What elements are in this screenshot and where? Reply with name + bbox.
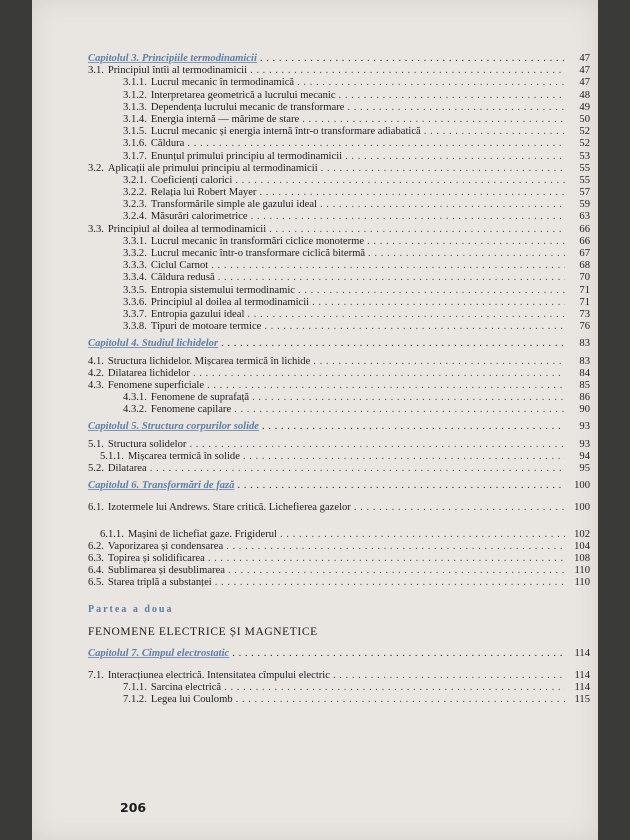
dot-leader: [221, 338, 565, 350]
page-number-footer: 206: [120, 800, 147, 815]
toc-entry: [88, 309, 590, 321]
toc-page-number: 93: [579, 421, 590, 433]
toc-entry: [88, 529, 590, 541]
dot-leader: [252, 392, 565, 404]
toc-page-number: 63: [579, 211, 590, 223]
toc-section-number: 3.1.2.: [123, 89, 147, 101]
toc-section-number: 3.2.4.: [123, 211, 147, 223]
dot-leader: [259, 187, 565, 199]
toc-part-label: [88, 604, 590, 616]
toc-entry-title: Principiul al doilea al termodinamicii: [107, 223, 267, 235]
toc-entry: [88, 138, 590, 150]
toc-page-number: 48: [579, 89, 590, 101]
toc-entry: [88, 248, 590, 260]
toc-entry-title: Ciclul Carnot: [150, 260, 209, 272]
toc-entry: [88, 502, 590, 514]
toc-section-number: 5.1.1.: [100, 450, 124, 462]
dot-leader: [235, 175, 565, 187]
toc-entry: [88, 439, 590, 451]
toc-entry: [88, 682, 590, 694]
toc-page-number: 66: [579, 223, 590, 235]
dot-leader: [207, 380, 565, 392]
toc-section-number: 3.2.2.: [123, 187, 147, 199]
dot-leader: [228, 565, 565, 577]
toc-entry-title: Tipuri de motoare termice: [150, 321, 262, 333]
dot-leader: [313, 356, 565, 368]
toc-section-number: 7.1.2.: [123, 694, 147, 706]
toc-page-number: 84: [579, 367, 590, 379]
dot-leader: [236, 694, 565, 706]
toc-page-number: 94: [579, 450, 590, 462]
dot-leader: [297, 77, 565, 89]
toc-entry-title: Aplicații ale primului principiu al termodinamicii: [107, 162, 318, 174]
toc-page-number: 47: [579, 53, 590, 64]
toc-entry: [88, 368, 590, 380]
toc-entry: [88, 694, 590, 706]
dot-leader: [333, 670, 565, 682]
dot-leader: [368, 248, 565, 260]
dot-leader: [302, 114, 565, 126]
toc-entry: [88, 565, 590, 577]
toc-page-number: 70: [579, 272, 590, 284]
toc-page-number: 52: [579, 126, 590, 138]
dot-leader: [234, 404, 565, 416]
toc-section-number: 5.1.: [88, 438, 104, 450]
dot-leader: [211, 260, 565, 272]
toc-section-number: 7.1.1.: [123, 682, 147, 694]
toc-chapter-7: [88, 648, 590, 660]
toc-page-number: 86: [579, 392, 590, 404]
toc-page-number: 95: [579, 463, 590, 474]
toc-section-number: 3.2.3.: [123, 199, 147, 211]
toc-entry-title: Dilatarea lichidelor: [107, 367, 190, 379]
toc-entry-title: Lucrul mecanic într-o transformare ciclică bitermă: [150, 248, 366, 259]
toc-page-number: 50: [579, 113, 590, 125]
toc-entry-title: Capitolul 5. Structura corpurilor solide: [88, 421, 260, 433]
toc-section-number: 3.1.5.: [123, 126, 147, 138]
toc-section-number: 4.2.: [88, 367, 104, 379]
toc-section-number: 3.3.8.: [123, 321, 147, 333]
toc-chapter-5: [88, 421, 590, 433]
toc-entry-title: Fenomene capilare: [150, 404, 232, 416]
toc-entry: [88, 321, 590, 333]
toc-entry-title: Capitolul 7. Cîmpul electrostatic: [88, 647, 230, 659]
toc-entry-title: Lucrul mecanic în termodinamică: [150, 77, 295, 89]
toc-entry: [88, 541, 590, 553]
toc-section-number: 3.1.3.: [123, 101, 147, 113]
toc-section-number: 6.5.: [88, 577, 104, 589]
toc-entry: [88, 187, 590, 199]
toc-section-number: 3.3.1.: [123, 235, 147, 247]
toc-entry: [88, 163, 590, 175]
dot-leader: [367, 236, 565, 248]
toc-page-number: 47: [579, 77, 590, 89]
toc-section-number: 6.1.: [88, 502, 104, 514]
toc-page-number: 93: [579, 438, 590, 450]
dot-leader: [243, 451, 565, 463]
dot-leader: [247, 309, 565, 321]
toc-section-number: 4.1.: [88, 355, 104, 367]
toc-page-number: 115: [574, 694, 590, 706]
dot-leader: [224, 682, 565, 694]
toc-entry: [88, 392, 590, 404]
toc-entry-title: Capitolul 3. Principiile termodinamicii: [88, 53, 257, 64]
dot-leader: [250, 65, 565, 77]
toc-page-number: 73: [579, 308, 590, 320]
dot-leader: [193, 368, 565, 380]
toc-section-number: 4.3.1.: [123, 392, 147, 404]
toc-entry: [88, 577, 590, 589]
toc-page-number: 100: [574, 502, 590, 514]
toc-entry: [88, 175, 590, 187]
toc-entry-title: Legea lui Coulomb: [150, 694, 233, 706]
toc-entry: [88, 65, 590, 77]
toc-entry-title: Principiul întîi al termodinamicii: [107, 65, 248, 77]
toc-page-number: 66: [579, 235, 590, 247]
toc-entry-title: Lucrul mecanic în transformări ciclice monoterme: [150, 235, 365, 247]
toc-entry-title: Topirea și solidificarea: [107, 552, 205, 564]
dot-leader: [345, 151, 565, 163]
dot-leader: [218, 272, 565, 284]
toc-page-number: 85: [579, 379, 590, 391]
toc-section-number: 3.3.2.: [123, 248, 147, 259]
toc-entry-title: Vaporizarea și condensarea: [107, 540, 224, 552]
toc-entry-title: Sublimarea și desublimarea: [107, 565, 225, 577]
toc-entry-title: Interpretarea geometrică a lucrului mecanic: [150, 89, 336, 101]
dot-leader: [347, 102, 565, 114]
toc-section-number: 3.3.3.: [123, 260, 147, 272]
toc-page-number: 100: [574, 480, 590, 492]
toc-entry-title: Relația lui Robert Mayer: [150, 187, 257, 199]
toc-page-number: 59: [579, 199, 590, 211]
toc-section-number: 5.2.: [88, 463, 104, 474]
dot-leader: [215, 577, 565, 589]
toc-chapter-6: [88, 480, 590, 492]
toc-page-number: 53: [579, 150, 590, 162]
toc-page-number: 67: [579, 248, 590, 259]
toc-entry-title: Energia internă — mărime de stare: [150, 113, 300, 125]
toc-section-number: 7.1.: [88, 670, 104, 682]
toc-section-number: 3.2.1.: [123, 174, 147, 186]
book-page: [32, 0, 598, 840]
toc-entry-title: Mașini de lichefiat gaze. Frigiderul: [127, 528, 277, 540]
toc-entry-title: Dependența lucrului mecanic de transformare: [150, 101, 345, 113]
toc-entry: [88, 272, 590, 284]
toc-chapter-3: [88, 53, 590, 65]
toc-section-number: 3.2.: [88, 162, 104, 174]
toc-page-number: 52: [579, 138, 590, 150]
toc-entry: [88, 356, 590, 368]
dot-leader: [354, 502, 565, 514]
toc-page-number: 68: [579, 260, 590, 272]
toc-entry-title: Interacțiunea electrică. Intensitatea cîmpului electric: [107, 670, 330, 682]
toc-section-number: 3.3.4.: [123, 272, 147, 284]
dot-leader: [226, 541, 565, 553]
toc-page-number: 55: [579, 174, 590, 186]
toc-part-heading: [88, 626, 590, 638]
toc-entry-title: Izotermele lui Andrews. Stare critică. Lichefierea gazelor: [107, 502, 351, 514]
toc-section-number: 3.3.5.: [123, 284, 147, 296]
toc-page-number: 71: [579, 296, 590, 308]
toc-entry-title: Fenomene de suprafață: [150, 392, 250, 404]
toc-entry-title: Capitolul 4. Studiul lichidelor: [88, 338, 219, 350]
toc-entry-title: Căldura redusă: [150, 272, 215, 284]
toc-page-number: 76: [579, 321, 590, 333]
toc-entry: [88, 260, 590, 272]
toc-page-number: 104: [574, 540, 590, 552]
toc-page-number: 102: [574, 528, 590, 540]
toc-entry-title: Măsurări calorimetrice: [150, 211, 248, 223]
dot-leader: [187, 138, 565, 150]
toc-page-number: 57: [579, 187, 590, 199]
toc-section-number: 6.2.: [88, 540, 104, 552]
toc-entry: [88, 404, 590, 416]
toc-entry-title: Sarcina electrică: [150, 682, 222, 694]
toc-section-number: 6.4.: [88, 565, 104, 577]
toc-entry: [88, 380, 590, 392]
toc-section-number: 4.3.: [88, 379, 104, 391]
toc-entry-title: Mișcarea termică în solide: [127, 450, 240, 462]
toc-page-number: 83: [579, 355, 590, 367]
toc-entry: [88, 553, 590, 565]
toc-page-number: 114: [574, 670, 590, 682]
toc-entry: [88, 297, 590, 309]
toc-entry-title: Fenomene superficiale: [107, 379, 205, 391]
dot-leader: [312, 297, 565, 309]
toc-section-number: 3.3.: [88, 223, 104, 235]
toc-section-number: 3.1.6.: [123, 138, 147, 150]
toc-entry: [88, 211, 590, 223]
dot-leader: [237, 480, 565, 492]
dot-leader: [320, 199, 565, 211]
toc-entry-title: Entropia sistemului termodinamic: [150, 284, 296, 296]
toc-page-number: 114: [574, 682, 590, 694]
toc-entry-title: Principiul al doilea al termodinamicii: [150, 296, 310, 308]
toc-entry-title: Transformările simple ale gazului ideal: [150, 199, 317, 211]
dot-leader: [260, 53, 565, 65]
toc-entry: [88, 285, 590, 297]
toc-entry: [88, 77, 590, 89]
toc-entry: [88, 236, 590, 248]
table-of-contents: [88, 53, 590, 707]
toc-page-number: 55: [579, 162, 590, 174]
dot-leader: [298, 285, 565, 297]
dot-leader: [208, 553, 565, 565]
part-title: Partea a doua: [88, 603, 174, 615]
toc-section-number: 3.1.1.: [123, 77, 147, 89]
toc-entry-title: Structura lichidelor. Mișcarea termică în lichide: [107, 355, 311, 367]
dot-leader: [262, 421, 565, 433]
dot-leader: [189, 439, 565, 451]
dot-leader: [339, 90, 565, 102]
toc-page-number: 90: [579, 404, 590, 416]
toc-page-number: 108: [574, 552, 590, 564]
toc-page-number: 110: [574, 577, 590, 589]
toc-entry: [88, 199, 590, 211]
toc-entry-title: Căldura: [150, 138, 185, 150]
part-heading: FENOMENE ELECTRICE ȘI MAGNETICE: [88, 625, 318, 638]
toc-entry-title: Entropia gazului ideal: [150, 308, 245, 320]
toc-page-number: 49: [579, 101, 590, 113]
toc-page-number: 83: [579, 338, 590, 350]
toc-page-number: 110: [574, 565, 590, 577]
toc-entry: [88, 114, 590, 126]
toc-entry-title: Structura solidelor: [107, 438, 187, 450]
dot-leader: [150, 463, 565, 475]
toc-entry: [88, 463, 590, 475]
dot-leader: [424, 126, 565, 138]
toc-page-number: 47: [579, 65, 590, 77]
toc-entry: [88, 670, 590, 682]
toc-entry-title: Starea triplă a substanței: [107, 577, 212, 589]
dot-leader: [269, 224, 565, 236]
toc-entry: [88, 126, 590, 138]
toc-entry: [88, 224, 590, 236]
toc-section-number: 3.1.: [88, 65, 104, 77]
toc-entry-title: Lucrul mecanic și energia internă într-o transformare adiabatică: [150, 126, 421, 138]
toc-entry-title: Coeficienți calorici: [150, 174, 233, 186]
toc-entry-title: Enunțul primului principiu al termodinamicii: [150, 150, 343, 162]
dot-leader: [264, 321, 565, 333]
dot-leader: [232, 648, 565, 660]
toc-section-number: 6.3.: [88, 552, 104, 564]
toc-entry: [88, 451, 590, 463]
toc-section-number: 6.1.1.: [100, 528, 124, 540]
toc-entry-title: Dilatarea: [107, 463, 147, 474]
dot-leader: [251, 211, 565, 223]
toc-entry-title: Capitolul 6. Transformări de fază: [88, 480, 235, 492]
toc-section-number: 3.3.7.: [123, 308, 147, 320]
toc-entry: [88, 102, 590, 114]
toc-section-number: 3.3.6.: [123, 296, 147, 308]
toc-entry: [88, 90, 590, 102]
dot-leader: [280, 529, 565, 541]
dot-leader: [321, 163, 565, 175]
toc-entry: [88, 151, 590, 163]
toc-section-number: 4.3.2.: [123, 404, 147, 416]
toc-page-number: 71: [579, 284, 590, 296]
toc-section-number: 3.1.4.: [123, 113, 147, 125]
toc-section-number: 3.1.7.: [123, 150, 147, 162]
toc-page-number: 114: [574, 647, 590, 659]
toc-chapter-4: [88, 338, 590, 350]
